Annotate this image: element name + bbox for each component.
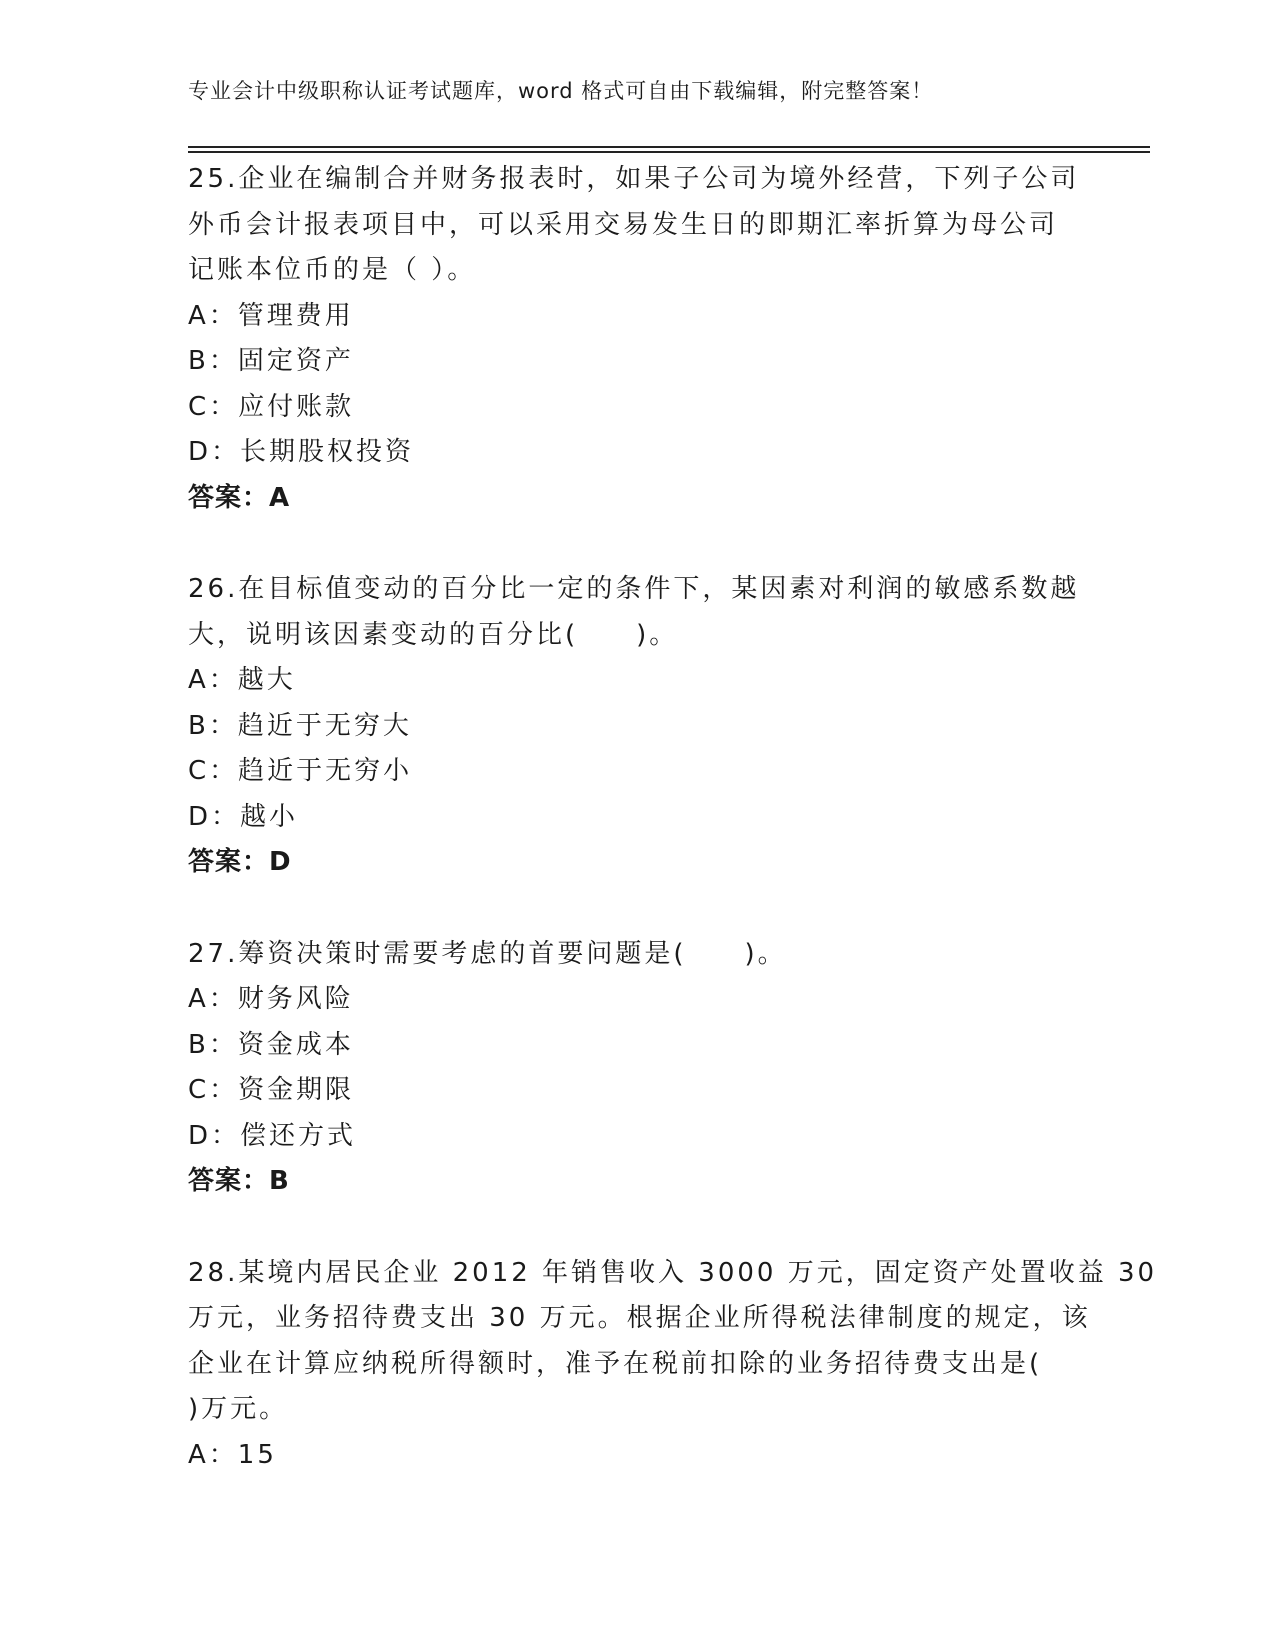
answer-option: B：趋近于无穷大 bbox=[188, 710, 412, 741]
question-block bbox=[188, 1251, 1158, 1479]
header-rule-top bbox=[188, 146, 1150, 148]
question-stem-line: 万元，业务招待费支出 30 万元。根据企业所得税法律制度的规定，该 bbox=[188, 1303, 1091, 1333]
question-stem-line: 记账本位币的是（ ）。 bbox=[188, 255, 477, 285]
answer-option: A：越大 bbox=[188, 665, 296, 695]
answer-option: D：偿还方式 bbox=[188, 1120, 357, 1151]
answer-option: A：管理费用 bbox=[188, 300, 354, 331]
question-stem-line: 大，说明该因素变动的百分比( )。 bbox=[188, 619, 679, 650]
question-block bbox=[188, 567, 1108, 886]
page-header: 专业会计中级职称认证考试题库，word 格式可自由下载编辑，附完整答案！ bbox=[188, 79, 934, 103]
question-spacer bbox=[188, 521, 1108, 567]
question-stem-line: 外币会计报表项目中，可以采用交易发生日的即期汇率折算为母公司 bbox=[188, 209, 1059, 240]
question-stem-line: 企业在计算应纳税所得额时，准予在税前扣除的业务招待费支出是( bbox=[188, 1348, 1043, 1379]
question-stem-line: 27.筹资决策时需要考虑的首要问题是( )。 bbox=[188, 938, 787, 969]
answer-option: A：15 bbox=[188, 1439, 277, 1470]
answer-key: 答案：A bbox=[188, 482, 291, 513]
question-list bbox=[188, 157, 1158, 1478]
header-rule-bottom bbox=[188, 151, 1150, 153]
answer-option: D：长期股权投资 bbox=[188, 437, 415, 467]
answer-option: C：趋近于无穷小 bbox=[188, 756, 413, 786]
question-block bbox=[188, 932, 1108, 1205]
answer-option: A：财务风险 bbox=[188, 984, 354, 1014]
answer-key: 答案：B bbox=[188, 1166, 290, 1196]
question-stem-line: 25.企业在编制合并财务报表时，如果子公司为境外经营，下列子公司 bbox=[188, 164, 1080, 194]
question-stem-line: 28.某境内居民企业 2012 年销售收入 3000 万元，固定资产处置收益 30 bbox=[188, 1257, 1158, 1288]
question-spacer bbox=[188, 886, 1108, 932]
question-block bbox=[188, 157, 1108, 521]
answer-key: 答案：D bbox=[188, 847, 292, 877]
answer-option: C：资金期限 bbox=[188, 1075, 355, 1105]
answer-option: B：固定资产 bbox=[188, 346, 354, 376]
question-stem-line: )万元。 bbox=[188, 1394, 289, 1424]
question-spacer bbox=[188, 1205, 1108, 1251]
answer-option: B：资金成本 bbox=[188, 1029, 354, 1060]
answer-option: D：越小 bbox=[188, 801, 299, 832]
answer-option: C：应付账款 bbox=[188, 391, 355, 422]
question-stem-line: 26.在目标值变动的百分比一定的条件下，某因素对利润的敏感系数越 bbox=[188, 574, 1080, 604]
